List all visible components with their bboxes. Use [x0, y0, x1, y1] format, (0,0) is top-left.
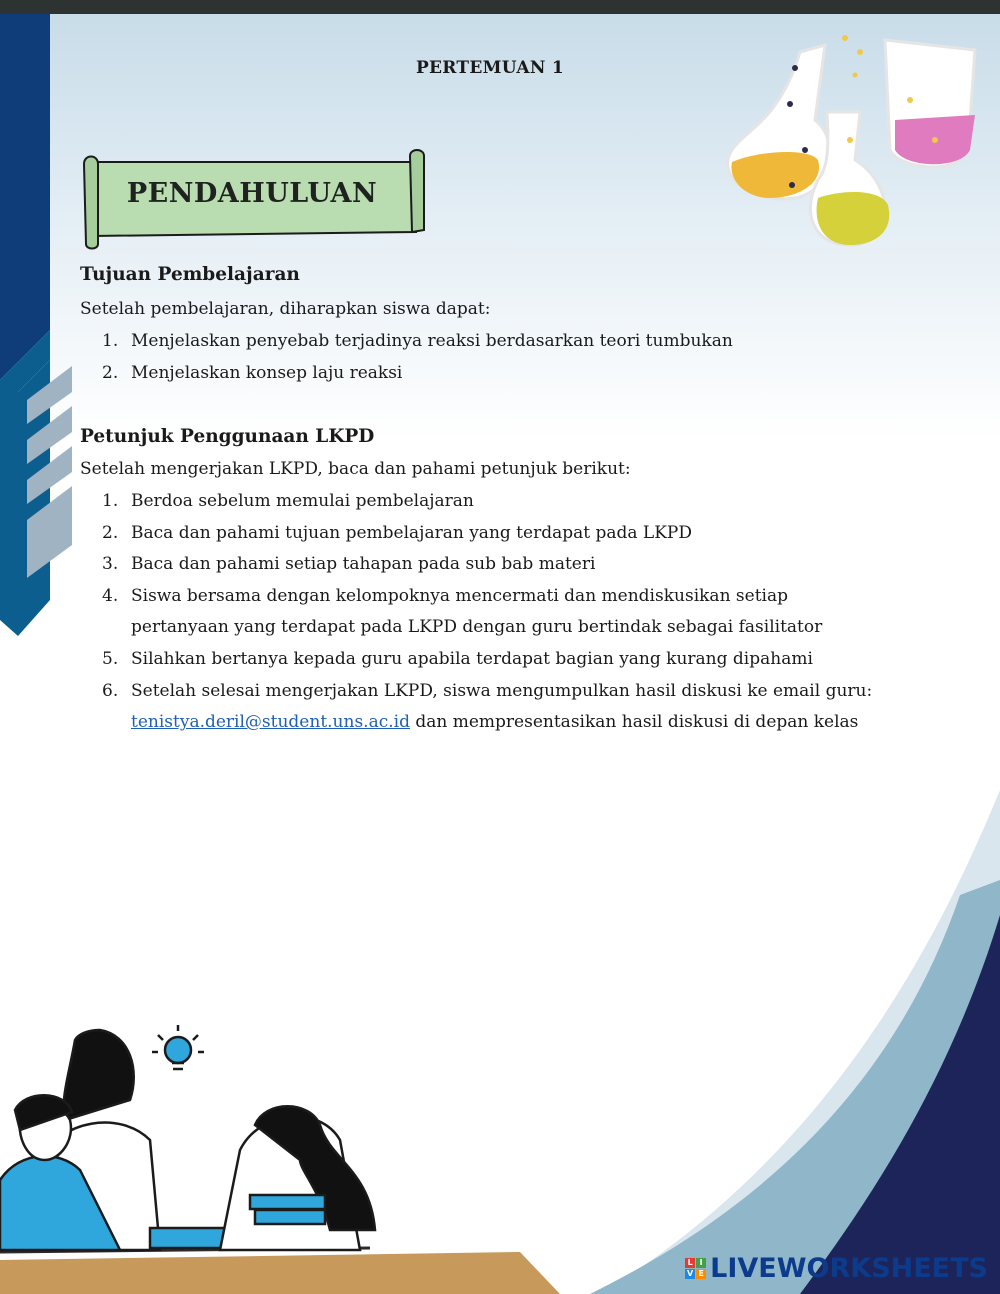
list-text: Baca dan pahami tujuan pembelajaran yang terdapat pada LKPD [131, 522, 692, 543]
list-item [80, 676, 940, 739]
list-text: Berdoa sebelum memulai pembelajaran [131, 491, 474, 511]
list-text: Siswa bersama dengan kelompoknya mencermati dan mendiskusikan setiap pertanyaan yang terdapat pada LKPD dengan guru bertindak sebagai fasilitator [131, 585, 823, 638]
list-number: 6. [102, 680, 119, 701]
students-illustration [0, 1025, 375, 1250]
objectives-heading: Tujuan Pembelajaran [80, 264, 300, 285]
list-item [80, 518, 940, 550]
list-text-before: Setelah selesai mengerjakan LKPD, siswa mengumpulkan hasil diskusi ke email guru: [131, 680, 873, 701]
page-title: PERTEMUAN 1 [415, 58, 565, 78]
list-item [80, 358, 940, 390]
list-number: 1. [102, 331, 119, 351]
logo-letter: L [685, 1258, 695, 1268]
list-text: Baca dan pahami setiap tahapan pada sub bab materi [131, 554, 596, 575]
objectives-intro: Setelah pembelajaran, diharapkan siswa dapat: [80, 299, 491, 319]
desk [0, 1252, 560, 1294]
top-bar [0, 0, 1000, 14]
list-number: 5. [102, 648, 119, 669]
list-number: 4. [102, 585, 119, 606]
list-text: Menjelaskan konsep laju reaksi [131, 362, 403, 383]
list-item [80, 549, 940, 581]
logo-letter: V [687, 1269, 694, 1278]
banner-label: PENDAHULUAN [126, 178, 378, 209]
list-text-after: dan mempresentasikan hasil diskusi di depan kelas [409, 712, 859, 733]
instructions-list [80, 486, 940, 739]
teacher-email-link[interactable]: tenistya.deril@student.uns.ac.id [131, 712, 410, 733]
instructions-intro: Setelah mengerjakan LKPD, baca dan pahami petunjuk berikut: [80, 459, 631, 479]
list-text: Menjelaskan penyebab terjadinya reaksi berdasarkan teori tumbukan [131, 331, 733, 351]
objectives-list [80, 326, 940, 389]
logo-wordmark: LIVEWORKSHEETS [710, 1253, 988, 1284]
logo-letter: E [696, 1269, 706, 1279]
list-number: 3. [102, 554, 119, 575]
list-item [80, 326, 940, 358]
list-item [80, 486, 940, 518]
logo-letter: I [696, 1258, 706, 1268]
logo-grid-icon [685, 1258, 706, 1279]
list-text: Silahkan bertanya kepada guru apabila terdapat bagian yang kurang dipahami [131, 648, 813, 669]
instructions-heading: Petunjuk Penggunaan LKPD [80, 426, 375, 447]
list-item [80, 644, 940, 676]
list-number: 1. [102, 491, 119, 511]
list-item [80, 581, 940, 644]
list-number: 2. [102, 522, 119, 543]
list-number: 2. [102, 362, 119, 383]
liveworksheets-logo [685, 1253, 988, 1284]
